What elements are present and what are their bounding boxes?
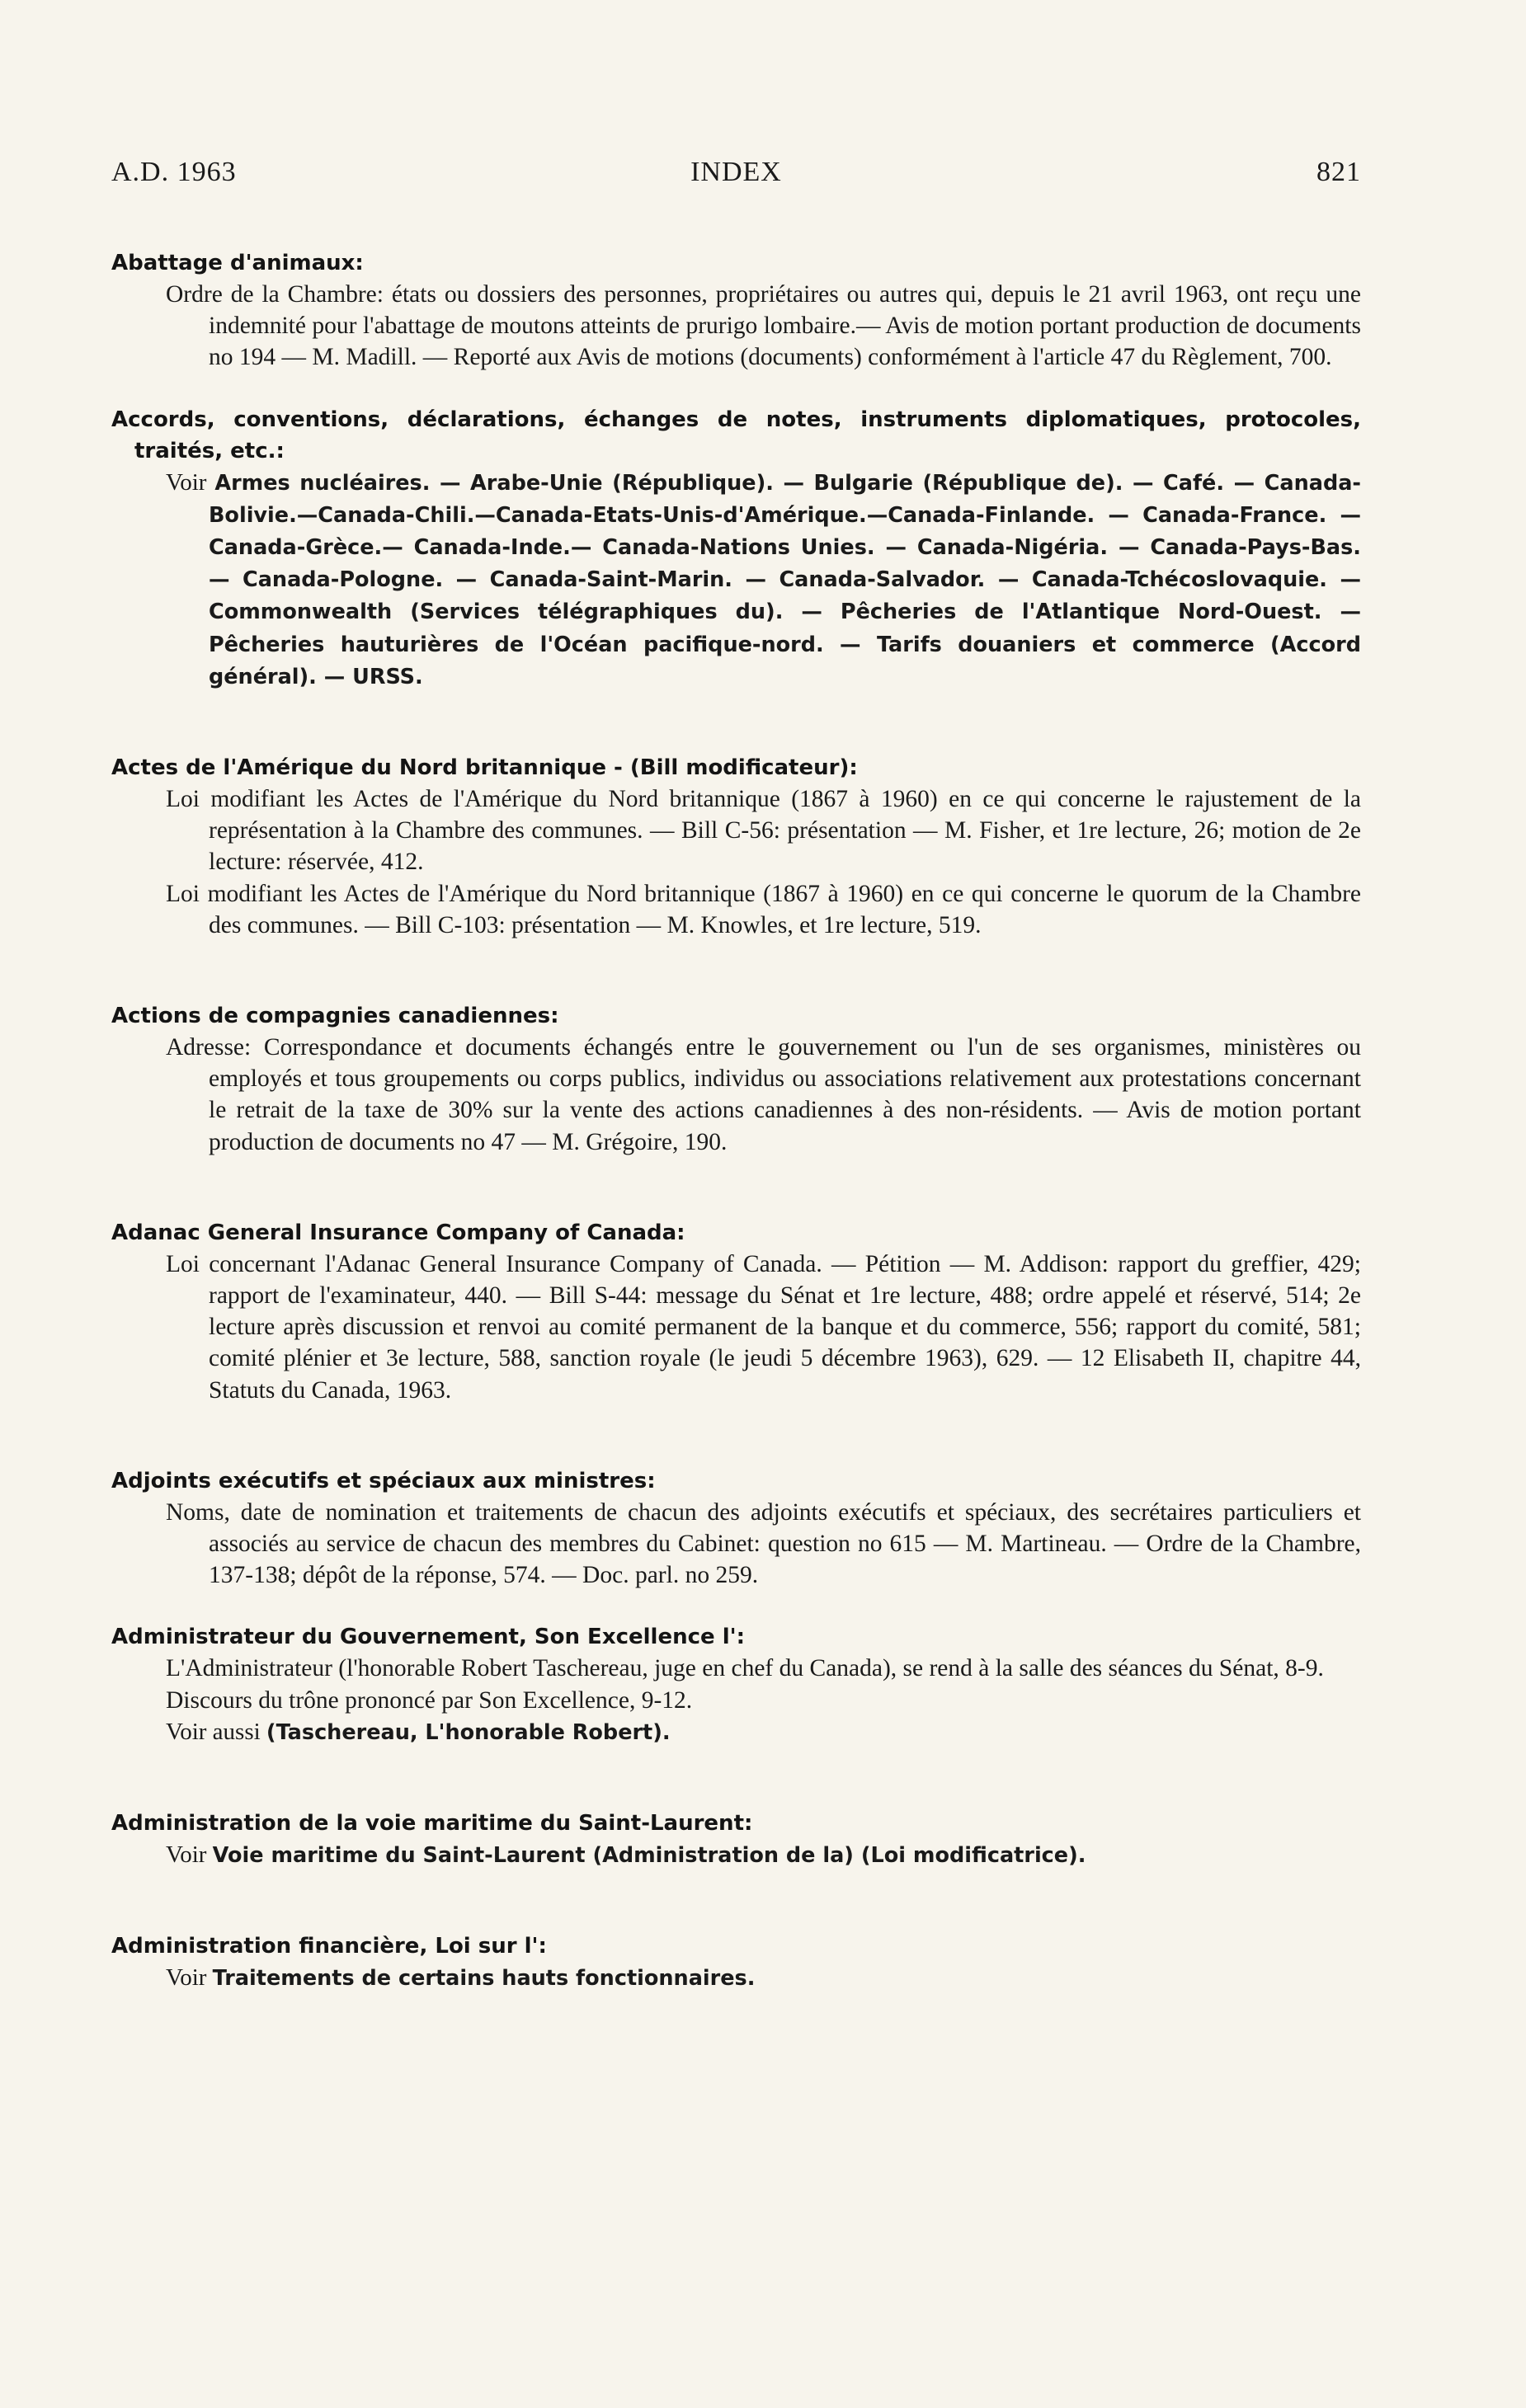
entry-paragraph: Ordre de la Chambre: états ou dossiers des personnes, propriétaires ou autres qui, depuis le 21 avril 1963, ont reçu une indemnité pour l'abattage de moutons atteints de prurigo lombaire.— Avis de motion portant production de documents no 194 — M. Madill. — Reporté aux Avis de motions (documents) conformément à l'article 47 du Règlement, 700. (166, 281, 1361, 371)
entry-heading: Adanac General Insurance Company of Canada: (111, 1220, 685, 1245)
entry-heading: Accords, conventions, déclarations, échanges de notes, instruments diplomatiques, protocoles, traités, etc.: (111, 407, 1361, 463)
see-targets: Voie maritime du Saint-Laurent (Administration de la) (Loi modificatrice). (212, 1843, 1086, 1869)
index-entry-voie-maritime (111, 1808, 1361, 1871)
index-entry-actions-compagnies (111, 1000, 1361, 1158)
entry-paragraph: Loi modifiant les Actes de l'Amérique du Nord britannique (1867 à 1960) en ce qui concerne le rajustement de la représentation à la Chambre des communes. — Bill C-56: présentation — M. Fisher, et 1re lecture, 26; motion de 2e lecture: réservée, 412. (166, 786, 1361, 876)
see-reference (166, 1962, 1361, 1994)
header-title: INDEX (690, 157, 782, 187)
entry-heading: Administration de la voie maritime du Saint-Laurent: (111, 1811, 753, 1837)
entry-paragraph: Adresse: Correspondance et documents échangés entre le gouvernement ou l'un de ses organismes, ministères ou employés et tous groupements ou corps publics, individus ou associations relativement aux protestations concernant le retrait de la taxe de 30% sur la vente des actions canadiennes à des non-résidents. — Avis de motion portant production de documents no 47 — M. Grégoire, 190. (166, 1034, 1361, 1155)
entry-heading: Abattage d'animaux: (111, 251, 364, 275)
see-targets: Armes nucléaires. — Arabe-Unie (République). — Bulgarie (République de). — Café. — Canada-Bolivie.—Canada-Chili.—Canada-Etats-Unis-d'Amérique.—Canada-Finlande. — Canada-France. — Canada-Grèce.— Canada-Inde.— Canada-Nations Unies. — Canada-Nigéria. — Canada-Pays-Bas. — Canada-Pologne. — Canada-Saint-Marin. — Canada-Salvador. — Canada-Tchécoslovaquie. — Commonwealth (Services télégraphiques du). — Pêcheries de l'Atlantique Nord-Ouest. — Pêcheries hauturières de l'Océan pacifique-nord. — Tarifs douaniers et commerce (Accord général). — URSS. (209, 470, 1361, 689)
entry-paragraph: Loi modifiant les Actes de l'Amérique du Nord britannique (1867 à 1960) en ce qui concerne le quorum de la Chambre des communes. — Bill C-103: présentation — M. Knowles, et 1re lecture, 519. (166, 880, 1361, 938)
entry-paragraph: Loi concernant l'Adanac General Insurance Company of Canada. — Pétition — M. Addison: rapport du greffier, 429; rapport de l'examinateur, 440. — Bill S-44: message du Sénat et 1re lecture, 488; ordre appelé et réservé, 514; 2e lecture après discussion et renvoi au comité permanent de la banque et du commerce, 556; rapport du comité, 581; comité plénier et 3e lecture, 588, sanction royale (le jeudi 5 décembre 1963), 629. — 12 Elisabeth II, chapitre 44, Statuts du Canada, 1963. (166, 1250, 1361, 1404)
entry-paragraph: Discours du trône prononcé par Son Excellence, 9-12. (166, 1686, 693, 1714)
index-entry-adjoints (111, 1465, 1361, 1592)
see-reference (166, 467, 1361, 693)
see-targets: (Taschereau, L'honorable Robert). (266, 1719, 671, 1745)
index-entries (111, 247, 1361, 1995)
see-label: Voir (166, 1841, 213, 1869)
index-entry-abattage (111, 247, 1361, 374)
index-entry-accords (111, 404, 1361, 693)
index-entry-administrateur (111, 1621, 1361, 1748)
entry-heading: Actions de compagnies canadiennes: (111, 1004, 559, 1029)
entry-heading: Administrateur du Gouvernement, Son Excellence l': (111, 1625, 745, 1650)
running-head (111, 157, 1361, 198)
see-also-label: Voir aussi (166, 1718, 266, 1745)
index-entry-actes-amerique-nord (111, 752, 1361, 941)
index-entry-adanac (111, 1217, 1361, 1406)
index-entry-administration-financiere (111, 1931, 1361, 1994)
entry-heading: Actes de l'Amérique du Nord britannique - (Bill modificateur): (111, 755, 858, 781)
entry-heading: Administration financière, Loi sur l': (111, 1934, 547, 1959)
see-reference (166, 1839, 1361, 1871)
header-year: A.D. 1963 (111, 157, 237, 187)
see-targets: Traitements de certains hauts fonctionnaires. (212, 1966, 756, 1992)
see-also-reference (166, 1716, 1361, 1748)
page-number: 821 (1316, 157, 1361, 187)
see-label: Voir (166, 1964, 213, 1992)
entry-paragraph: L'Administrateur (l'honorable Robert Taschereau, juge en chef du Canada), se rend à la salle des séances du Sénat, 8-9. (166, 1655, 1324, 1682)
see-label: Voir (166, 468, 215, 496)
entry-paragraph: Noms, date de nomination et traitements de chacun des adjoints exécutifs et spéciaux, des secrétaires particuliers et associés au service de chacun des membres du Cabinet: question no 615 — M. Martineau. — Ordre de la Chambre, 137-138; dépôt de la réponse, 574. — Doc. parl. no 259. (166, 1498, 1361, 1589)
entry-heading: Adjoints exécutifs et spéciaux aux ministres: (111, 1468, 656, 1493)
